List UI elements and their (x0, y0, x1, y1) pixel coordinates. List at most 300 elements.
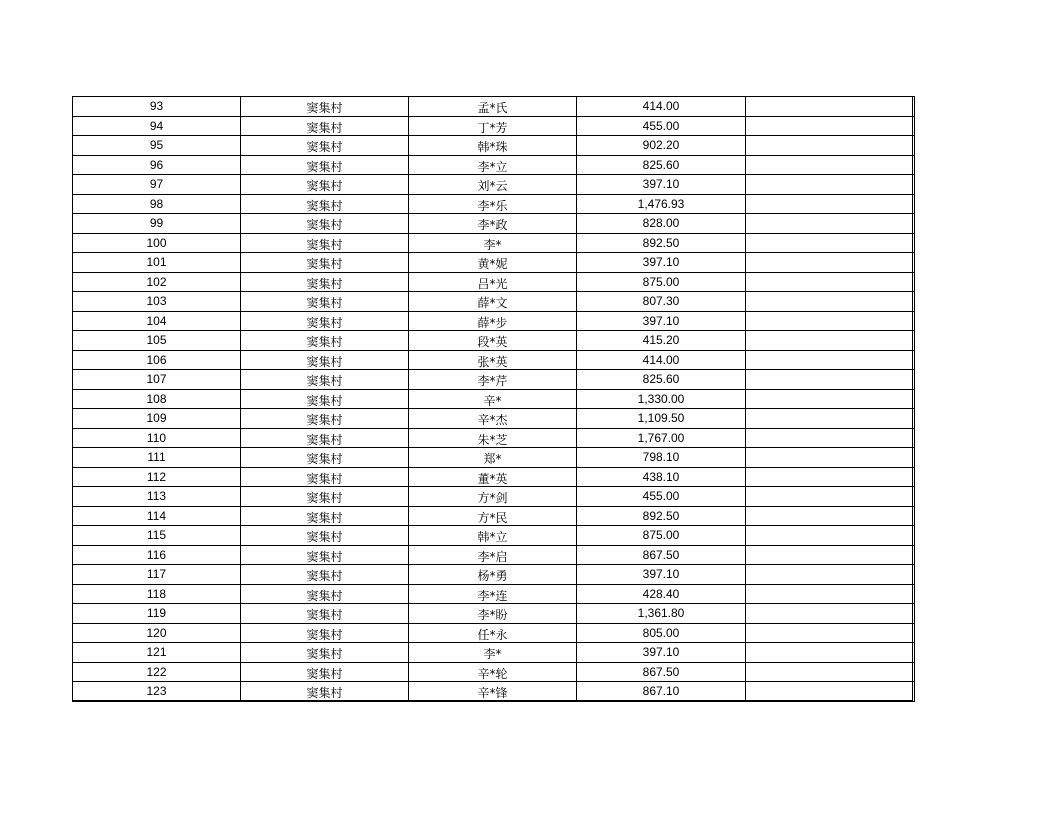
name-cell-text: 薛*步 (477, 315, 508, 330)
name-cell-text: 杨*勇 (477, 569, 508, 584)
amount-cell-text: 1,767.00 (637, 430, 685, 445)
row-number-cell-text: 106 (146, 352, 167, 367)
name-cell-text: 李*立 (477, 159, 508, 174)
village-cell (241, 409, 409, 429)
row-number-cell (73, 350, 241, 370)
village-cell (241, 662, 409, 682)
amount-cell (577, 584, 746, 604)
row-number-cell (73, 545, 241, 565)
name-cell (409, 409, 577, 429)
name-cell-text: 李*政 (477, 218, 508, 233)
row-number-cell (73, 331, 241, 351)
name-cell (409, 214, 577, 234)
note-cell (746, 623, 915, 643)
note-cell (746, 311, 915, 331)
row-number-cell (73, 467, 241, 487)
table-row (73, 311, 915, 331)
amount-cell-text: 1,361.80 (637, 606, 685, 621)
name-cell (409, 604, 577, 624)
amount-cell (577, 682, 746, 702)
table-row (73, 565, 915, 585)
row-number-cell-text: 111 (147, 450, 166, 465)
village-cell-text: 窦集村 (306, 666, 343, 681)
row-number-cell-text: 105 (146, 333, 167, 348)
row-number-cell-text: 121 (146, 645, 167, 660)
amount-cell (577, 409, 746, 429)
village-cell (241, 506, 409, 526)
row-number-cell (73, 194, 241, 214)
table-row (73, 506, 915, 526)
name-cell (409, 526, 577, 546)
name-cell-text: 刘*云 (477, 179, 508, 194)
row-number-cell (73, 155, 241, 175)
row-number-cell (73, 370, 241, 390)
village-cell-text: 窦集村 (306, 393, 343, 408)
amount-cell-text: 428.40 (642, 586, 680, 601)
village-cell-text: 窦集村 (306, 549, 343, 564)
data-table (72, 96, 915, 702)
amount-cell-text: 397.10 (642, 255, 680, 270)
table-row (73, 116, 915, 136)
note-cell (746, 526, 915, 546)
amount-cell-text: 397.10 (642, 313, 680, 328)
name-cell-text: 辛*轮 (477, 666, 508, 681)
amount-cell-text: 828.00 (642, 216, 680, 231)
amount-cell (577, 136, 746, 156)
note-cell (746, 682, 915, 702)
table-row (73, 155, 915, 175)
village-cell-text: 窦集村 (306, 354, 343, 369)
name-cell-text: 李*盼 (477, 608, 508, 623)
name-cell (409, 350, 577, 370)
note-cell (746, 604, 915, 624)
name-cell-text: 薛*文 (477, 296, 508, 311)
amount-cell (577, 662, 746, 682)
name-cell-text: 黄*妮 (477, 257, 508, 272)
amount-cell-text: 867.50 (642, 664, 680, 679)
amount-cell-text: 415.20 (642, 333, 680, 348)
amount-cell (577, 253, 746, 273)
note-cell (746, 389, 915, 409)
village-cell (241, 545, 409, 565)
name-cell-text: 李* (483, 237, 502, 252)
row-number-cell-text: 110 (146, 430, 167, 445)
amount-cell-text: 397.10 (642, 645, 680, 660)
amount-cell-text: 397.10 (642, 177, 680, 192)
village-cell-text: 窦集村 (306, 296, 343, 311)
amount-cell-text: 455.00 (642, 118, 680, 133)
table-row (73, 370, 915, 390)
name-cell (409, 506, 577, 526)
amount-cell (577, 116, 746, 136)
name-cell (409, 623, 577, 643)
row-number-cell (73, 233, 241, 253)
table-row (73, 545, 915, 565)
row-number-cell-text: 120 (146, 625, 167, 640)
note-cell (746, 428, 915, 448)
village-cell (241, 448, 409, 468)
village-cell-text: 窦集村 (306, 647, 343, 662)
village-cell (241, 682, 409, 702)
row-number-cell (73, 389, 241, 409)
row-number-cell (73, 214, 241, 234)
name-cell (409, 292, 577, 312)
amount-cell (577, 97, 746, 117)
row-number-cell (73, 584, 241, 604)
row-number-cell-text: 117 (146, 567, 167, 582)
village-cell (241, 370, 409, 390)
row-number-cell-text: 100 (146, 235, 167, 250)
village-cell (241, 136, 409, 156)
name-cell (409, 136, 577, 156)
name-cell-text: 董*英 (477, 471, 508, 486)
village-cell-text: 窦集村 (306, 335, 343, 350)
village-cell (241, 487, 409, 507)
amount-cell-text: 798.10 (642, 450, 680, 465)
row-number-cell-text: 107 (146, 372, 167, 387)
village-cell (241, 643, 409, 663)
note-cell (746, 506, 915, 526)
amount-cell (577, 272, 746, 292)
row-number-cell-text: 101 (146, 255, 167, 270)
table-row (73, 467, 915, 487)
note-cell (746, 662, 915, 682)
village-cell-text: 窦集村 (306, 315, 343, 330)
name-cell (409, 155, 577, 175)
table-row (73, 526, 915, 546)
row-number-cell-text: 102 (146, 274, 167, 289)
village-cell-text: 窦集村 (306, 413, 343, 428)
amount-cell-text: 414.00 (642, 99, 680, 114)
village-cell-text: 窦集村 (306, 179, 343, 194)
village-cell (241, 194, 409, 214)
village-cell (241, 604, 409, 624)
row-number-cell (73, 448, 241, 468)
row-number-cell (73, 97, 241, 117)
name-cell (409, 370, 577, 390)
village-cell (241, 233, 409, 253)
village-cell (241, 311, 409, 331)
row-number-cell-text: 103 (146, 294, 167, 309)
name-cell (409, 97, 577, 117)
row-number-cell-text: 113 (146, 489, 167, 504)
row-number-cell (73, 253, 241, 273)
name-cell (409, 389, 577, 409)
village-cell-text: 窦集村 (306, 140, 343, 155)
table-row (73, 136, 915, 156)
row-number-cell-text: 93 (149, 99, 164, 114)
village-cell-text: 窦集村 (306, 608, 343, 623)
row-number-cell-text: 119 (146, 606, 167, 621)
amount-cell-text: 1,109.50 (637, 411, 685, 426)
amount-cell-text: 902.20 (642, 138, 680, 153)
name-cell (409, 448, 577, 468)
amount-cell-text: 875.00 (642, 528, 680, 543)
row-number-cell (73, 487, 241, 507)
note-cell (746, 155, 915, 175)
note-cell (746, 584, 915, 604)
amount-cell (577, 350, 746, 370)
amount-cell-text: 825.60 (642, 157, 680, 172)
village-cell (241, 623, 409, 643)
village-cell (241, 292, 409, 312)
table-row (73, 662, 915, 682)
table-row (73, 214, 915, 234)
amount-cell (577, 194, 746, 214)
village-cell-text: 窦集村 (306, 686, 343, 701)
row-number-cell-text: 123 (146, 684, 167, 699)
amount-cell (577, 506, 746, 526)
table-row (73, 350, 915, 370)
amount-cell-text: 807.30 (642, 294, 680, 309)
amount-cell-text: 438.10 (642, 469, 680, 484)
name-cell (409, 662, 577, 682)
note-cell (746, 214, 915, 234)
name-cell-text: 李*乐 (477, 198, 508, 213)
name-cell-text: 段*英 (477, 335, 508, 350)
amount-cell (577, 331, 746, 351)
amount-cell-text: 892.50 (642, 235, 680, 250)
village-cell (241, 526, 409, 546)
row-number-cell (73, 526, 241, 546)
row-number-cell-text: 116 (146, 547, 167, 562)
name-cell-text: 方*民 (477, 510, 508, 525)
name-cell-text: 辛* (483, 393, 502, 408)
village-cell (241, 428, 409, 448)
row-number-cell (73, 311, 241, 331)
note-cell (746, 565, 915, 585)
name-cell-text: 李*启 (477, 549, 508, 564)
amount-cell (577, 155, 746, 175)
amount-cell (577, 428, 746, 448)
note-cell (746, 448, 915, 468)
name-cell (409, 565, 577, 585)
village-cell (241, 175, 409, 195)
village-cell-text: 窦集村 (306, 530, 343, 545)
table-row (73, 643, 915, 663)
name-cell (409, 682, 577, 702)
row-number-cell-text: 118 (146, 586, 167, 601)
name-cell-text: 郑* (483, 452, 502, 467)
name-cell-text: 李* (483, 647, 502, 662)
amount-cell-text: 825.60 (642, 372, 680, 387)
amount-cell (577, 311, 746, 331)
village-cell-text: 窦集村 (306, 237, 343, 252)
name-cell (409, 487, 577, 507)
amount-cell (577, 643, 746, 663)
row-number-cell-text: 104 (146, 313, 167, 328)
name-cell (409, 428, 577, 448)
name-cell (409, 311, 577, 331)
row-number-cell-text: 114 (146, 508, 167, 523)
row-number-cell (73, 272, 241, 292)
row-number-cell (73, 565, 241, 585)
table-row (73, 428, 915, 448)
note-cell (746, 116, 915, 136)
name-cell (409, 331, 577, 351)
note-cell (746, 370, 915, 390)
table-row (73, 292, 915, 312)
table-row (73, 604, 915, 624)
village-cell-text: 窦集村 (306, 276, 343, 291)
table-row (73, 409, 915, 429)
row-number-cell (73, 409, 241, 429)
row-number-cell (73, 682, 241, 702)
row-number-cell-text: 98 (149, 196, 164, 211)
name-cell-text: 孟*氏 (477, 101, 508, 116)
table-row (73, 584, 915, 604)
village-cell-text: 窦集村 (306, 374, 343, 389)
name-cell-text: 朱*芝 (477, 432, 508, 447)
row-number-cell-text: 96 (149, 157, 164, 172)
name-cell-text: 韩*立 (477, 530, 508, 545)
amount-cell (577, 214, 746, 234)
table-row (73, 175, 915, 195)
row-number-cell-text: 95 (149, 138, 164, 153)
table-row (73, 682, 915, 702)
amount-cell (577, 292, 746, 312)
village-cell (241, 253, 409, 273)
note-cell (746, 272, 915, 292)
village-cell-text: 窦集村 (306, 159, 343, 174)
name-cell-text: 辛*锋 (477, 686, 508, 701)
row-number-cell (73, 116, 241, 136)
amount-cell (577, 370, 746, 390)
amount-cell-text: 867.10 (642, 684, 680, 699)
name-cell-text: 李*芹 (477, 374, 508, 389)
row-number-cell (73, 136, 241, 156)
note-cell (746, 233, 915, 253)
name-cell (409, 545, 577, 565)
table-body (73, 97, 915, 702)
name-cell-text: 韩*珠 (477, 140, 508, 155)
amount-cell-text: 397.10 (642, 567, 680, 582)
row-number-cell (73, 604, 241, 624)
table-row (73, 623, 915, 643)
amount-cell-text: 414.00 (642, 352, 680, 367)
row-number-cell-text: 115 (146, 528, 167, 543)
note-cell (746, 97, 915, 117)
note-cell (746, 175, 915, 195)
note-cell (746, 409, 915, 429)
name-cell (409, 253, 577, 273)
table-row (73, 97, 915, 117)
table-row (73, 194, 915, 214)
amount-cell-text: 1,476.93 (637, 196, 685, 211)
note-cell (746, 253, 915, 273)
table-row (73, 487, 915, 507)
row-number-cell (73, 292, 241, 312)
amount-cell (577, 487, 746, 507)
row-number-cell (73, 428, 241, 448)
row-number-cell-text: 122 (146, 664, 167, 679)
name-cell (409, 116, 577, 136)
amount-cell (577, 448, 746, 468)
name-cell (409, 175, 577, 195)
village-cell (241, 467, 409, 487)
note-cell (746, 350, 915, 370)
name-cell-text: 方*剑 (477, 491, 508, 506)
village-cell (241, 350, 409, 370)
table-row (73, 272, 915, 292)
table-row (73, 389, 915, 409)
village-cell (241, 155, 409, 175)
village-cell-text: 窦集村 (306, 510, 343, 525)
name-cell-text: 丁*芳 (477, 120, 508, 135)
note-cell (746, 331, 915, 351)
name-cell-text: 张*英 (477, 354, 508, 369)
row-number-cell (73, 506, 241, 526)
row-number-cell (73, 643, 241, 663)
name-cell (409, 194, 577, 214)
village-cell-text: 窦集村 (306, 198, 343, 213)
row-number-cell-text: 112 (146, 469, 167, 484)
village-cell (241, 97, 409, 117)
village-cell (241, 214, 409, 234)
village-cell-text: 窦集村 (306, 471, 343, 486)
row-number-cell-text: 108 (146, 391, 167, 406)
amount-cell-text: 892.50 (642, 508, 680, 523)
amount-cell (577, 526, 746, 546)
village-cell-text: 窦集村 (306, 257, 343, 272)
name-cell (409, 233, 577, 253)
village-cell-text: 窦集村 (306, 432, 343, 447)
table-row (73, 253, 915, 273)
name-cell-text: 辛*杰 (477, 413, 508, 428)
village-cell-text: 窦集村 (306, 452, 343, 467)
row-number-cell-text: 94 (149, 118, 164, 133)
amount-cell-text: 875.00 (642, 274, 680, 289)
name-cell (409, 272, 577, 292)
table-row (73, 448, 915, 468)
amount-cell (577, 565, 746, 585)
village-cell-text: 窦集村 (306, 588, 343, 603)
amount-cell (577, 175, 746, 195)
village-cell (241, 272, 409, 292)
name-cell-text: 任*永 (477, 627, 508, 642)
note-cell (746, 292, 915, 312)
note-cell (746, 643, 915, 663)
row-number-cell-text: 97 (149, 177, 164, 192)
village-cell-text: 窦集村 (306, 218, 343, 233)
name-cell-text: 李*连 (477, 588, 508, 603)
name-cell (409, 467, 577, 487)
amount-cell-text: 867.50 (642, 547, 680, 562)
note-cell (746, 467, 915, 487)
village-cell (241, 331, 409, 351)
village-cell (241, 584, 409, 604)
row-number-cell (73, 623, 241, 643)
row-number-cell-text: 99 (149, 216, 164, 231)
village-cell-text: 窦集村 (306, 120, 343, 135)
amount-cell (577, 389, 746, 409)
row-number-cell (73, 662, 241, 682)
name-cell (409, 643, 577, 663)
village-cell (241, 565, 409, 585)
amount-cell-text: 455.00 (642, 489, 680, 504)
village-cell-text: 窦集村 (306, 491, 343, 506)
amount-cell-text: 1,330.00 (637, 391, 685, 406)
name-cell-text: 吕*光 (477, 276, 508, 291)
village-cell-text: 窦集村 (306, 627, 343, 642)
note-cell (746, 136, 915, 156)
table-row (73, 331, 915, 351)
name-cell (409, 584, 577, 604)
row-number-cell-text: 109 (146, 411, 167, 426)
note-cell (746, 487, 915, 507)
village-cell (241, 116, 409, 136)
amount-cell-text: 805.00 (642, 625, 680, 640)
